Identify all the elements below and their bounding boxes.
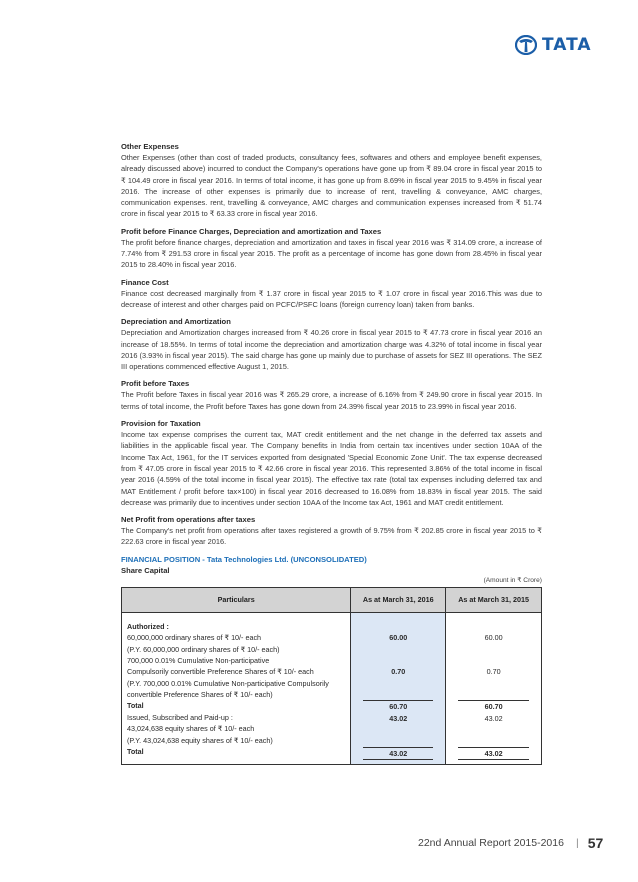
section-body: Income tax expense comprises the current tax, MAT credit entitlement and the net change in the deferred tax assets and liabilities in the applicable fiscal year. The Company benefits in India from certain tax incentives under section 10AA of the Income Tax Act, 1961, for the IT services exported from designated 'Special Economic Zone Unit'. The tax expense decreased from ₹ 47.05 crore in fiscal year 2015 to ₹ 42.66 crore in fiscal year 2016. This represented 3.86% of the total income in fiscal year 2016 (4.59% of the total income in fiscal year 2015). The effective tax rate (total tax expenses including deferred tax and MAT Entitlement / profit before tax×100) in fiscal year 2016 decreased to 16.08% from 18.83% in fiscal year 2015. The said decrease was primarily due to incentives under section 10AA of the Income tax Act, 1961 and MAT credit entitlement. (121, 430, 542, 507)
section-body: Other Expenses (other than cost of traded products, consultancy fees, softwares and others and employee benefit expenses, already discussed above) incurred to conduct the Company's operations have gone up from ₹ 89.04 crore in fiscal year 2015 to ₹ 104.49 crore in fiscal year 2016. In terms of total income, it has gone up from 8.69% in fiscal year 2015 to 9.45% in fiscal year 2016. The increase of other expenses is primarily due to increase of rent, travelling & conveyance, AMC charges, communication expenses. rent, travelling & conveyance, AMC charges and communication expenses increased from ₹ 51.74 crore in fiscal year 2015 to ₹ 63.33 crore in fiscal year 2016. (121, 153, 542, 219)
report-name: 22nd Annual Report 2015-2016 (418, 837, 564, 849)
table-cell-value: 60.70 (458, 700, 529, 712)
table-cell-value (446, 621, 541, 632)
table-cell-value: 0.70 (391, 667, 406, 677)
section-heading: Profit before Taxes (121, 379, 190, 389)
table-cell-value (446, 724, 541, 735)
table-cell-value (351, 644, 445, 655)
section (121, 514, 542, 548)
table-cell-value (446, 689, 541, 700)
table-row-label: Issued, Subscribed and Paid-up : (127, 712, 233, 722)
section-heading: Finance Cost (121, 277, 169, 287)
table-cell-value (446, 655, 541, 666)
table-row-label: 43,024,638 equity shares of ₹ 10/- each (127, 724, 255, 734)
table-row-label: Compulsorily convertible Preference Shares of ₹ 10/- each (127, 667, 314, 677)
table-cell-value (446, 644, 541, 655)
section-body: Finance cost decreased marginally from ₹ 1.37 crore in fiscal year 2015 to ₹ 1.07 crore in fiscal year 2016.This was due to decrease of interest and other charges paid on PCFC/PSFC loans (foreign currency loan) taken from banks. (121, 288, 542, 309)
table-cell-value (351, 689, 445, 700)
section (121, 316, 542, 372)
table-cell-value (351, 621, 445, 632)
financial-position-title: FINANCIAL POSITION - Tata Technologies Ltd. (UNCONSOLIDATED) (121, 554, 367, 564)
table-row-label: (P.Y. 60,000,000 ordinary shares of ₹ 10/- each) (127, 644, 280, 654)
table-cell-value (351, 724, 445, 735)
table-cell-value (446, 736, 541, 747)
values-2016-column (351, 612, 446, 765)
section-body: The Company's net profit from operations after taxes registered a growth of 9.75% from ₹ 202.85 crore in fiscal year 2015 to ₹ 222.63 crore in fiscal year 2016. (121, 526, 542, 547)
section-body: The Profit before Taxes in fiscal year 2016 was ₹ 265.29 crore, a increase of 6.16% from ₹ 249.90 crore in fiscal year 2015. In terms of total income, the Profit before Taxes has gone down from 24.39% fiscal year 2015 to 23.99% in fiscal year 2016. (121, 390, 542, 411)
text-sections (121, 141, 542, 548)
amount-unit-note: (Amount in ₹ Crore) (483, 576, 542, 584)
table-cell-value: 60.70 (363, 700, 433, 712)
col-header-2015: As at March 31, 2015 (446, 587, 542, 612)
share-capital-heading: Share Capital (121, 565, 170, 575)
values-2015-column (446, 612, 542, 765)
section-heading: Profit before Finance Charges, Depreciation and amortization and Taxes (121, 226, 382, 236)
table-row-label: Total (127, 701, 144, 711)
table-cell-value: 43.02 (484, 713, 503, 723)
table-cell-value: 60.00 (389, 633, 408, 643)
section (121, 378, 542, 412)
table-row-label: Authorized : (127, 621, 169, 631)
section (121, 418, 542, 508)
table-cell-value (351, 655, 445, 666)
table-row-label: convertible Preference Shares of ₹ 10/- each) (127, 690, 273, 700)
main-content (121, 141, 542, 765)
table-cell-value (351, 678, 445, 689)
section (121, 226, 542, 271)
table-cell-value: 43.02 (458, 747, 529, 760)
col-header-particulars: Particulars (122, 587, 351, 612)
page-footer (418, 835, 603, 851)
col-header-2016: As at March 31, 2016 (351, 587, 446, 612)
tata-logo-text: TATA (542, 35, 592, 55)
table-row-label: (P.Y. 700,000 0.01% Cumulative Non-participative Compulsorily (127, 678, 329, 688)
section-heading: Depreciation and Amortization (121, 317, 231, 327)
table-cell-value: 0.70 (486, 667, 501, 677)
table-cell-value: 60.00 (484, 633, 503, 643)
table-row-label: Total (127, 747, 144, 757)
footer-separator: | (575, 837, 579, 849)
page-number: 57 (587, 835, 604, 851)
table-row-label: 60,000,000 ordinary shares of ₹ 10/- each (127, 633, 262, 643)
section-body: The profit before finance charges, depreciation and amortization and taxes in fiscal year 2016 was ₹ 314.09 crore, a increase of 7.74% from ₹ 291.53 crore in fiscal year 2015. The profit as a percentage of income has gone down from 28.45% in fiscal year 2015 to 28.40% in fiscal year 2016. (121, 237, 542, 270)
table-row-label: 700,000 0.01% Cumulative Non-participative (127, 655, 270, 665)
table-cell-value (351, 736, 445, 747)
tata-logo-icon (515, 35, 537, 55)
tata-logo (515, 34, 603, 56)
section (121, 277, 542, 311)
share-capital-table (121, 587, 542, 766)
section-heading: Net Profit from operations after taxes (121, 515, 256, 525)
section-heading: Other Expenses (121, 142, 179, 151)
table-cell-value: 43.02 (363, 747, 433, 760)
section-body: Depreciation and Amortization charges increased from ₹ 40.26 crore in fiscal year 2015 to ₹ 47.73 crore in fiscal year 2016 an increase of 18.55%. In terms of total income the depreciation and amortization charge was 4.32% of total income in fiscal year 2016 (3.93% in fiscal year 2015). The said charge has gone up mainly due to purchase of assets for SEZ III operations. The SEZ III operations commenced effective August 1, 2015. (121, 328, 542, 372)
table-cell-value: 43.02 (389, 713, 408, 723)
particulars-column (122, 612, 351, 765)
section-heading: Provision for Taxation (121, 419, 201, 429)
table-row-label: (P.Y. 43,024,638 equity shares of ₹ 10/- each) (127, 735, 273, 745)
table-cell-value (446, 678, 541, 689)
section (121, 141, 542, 220)
